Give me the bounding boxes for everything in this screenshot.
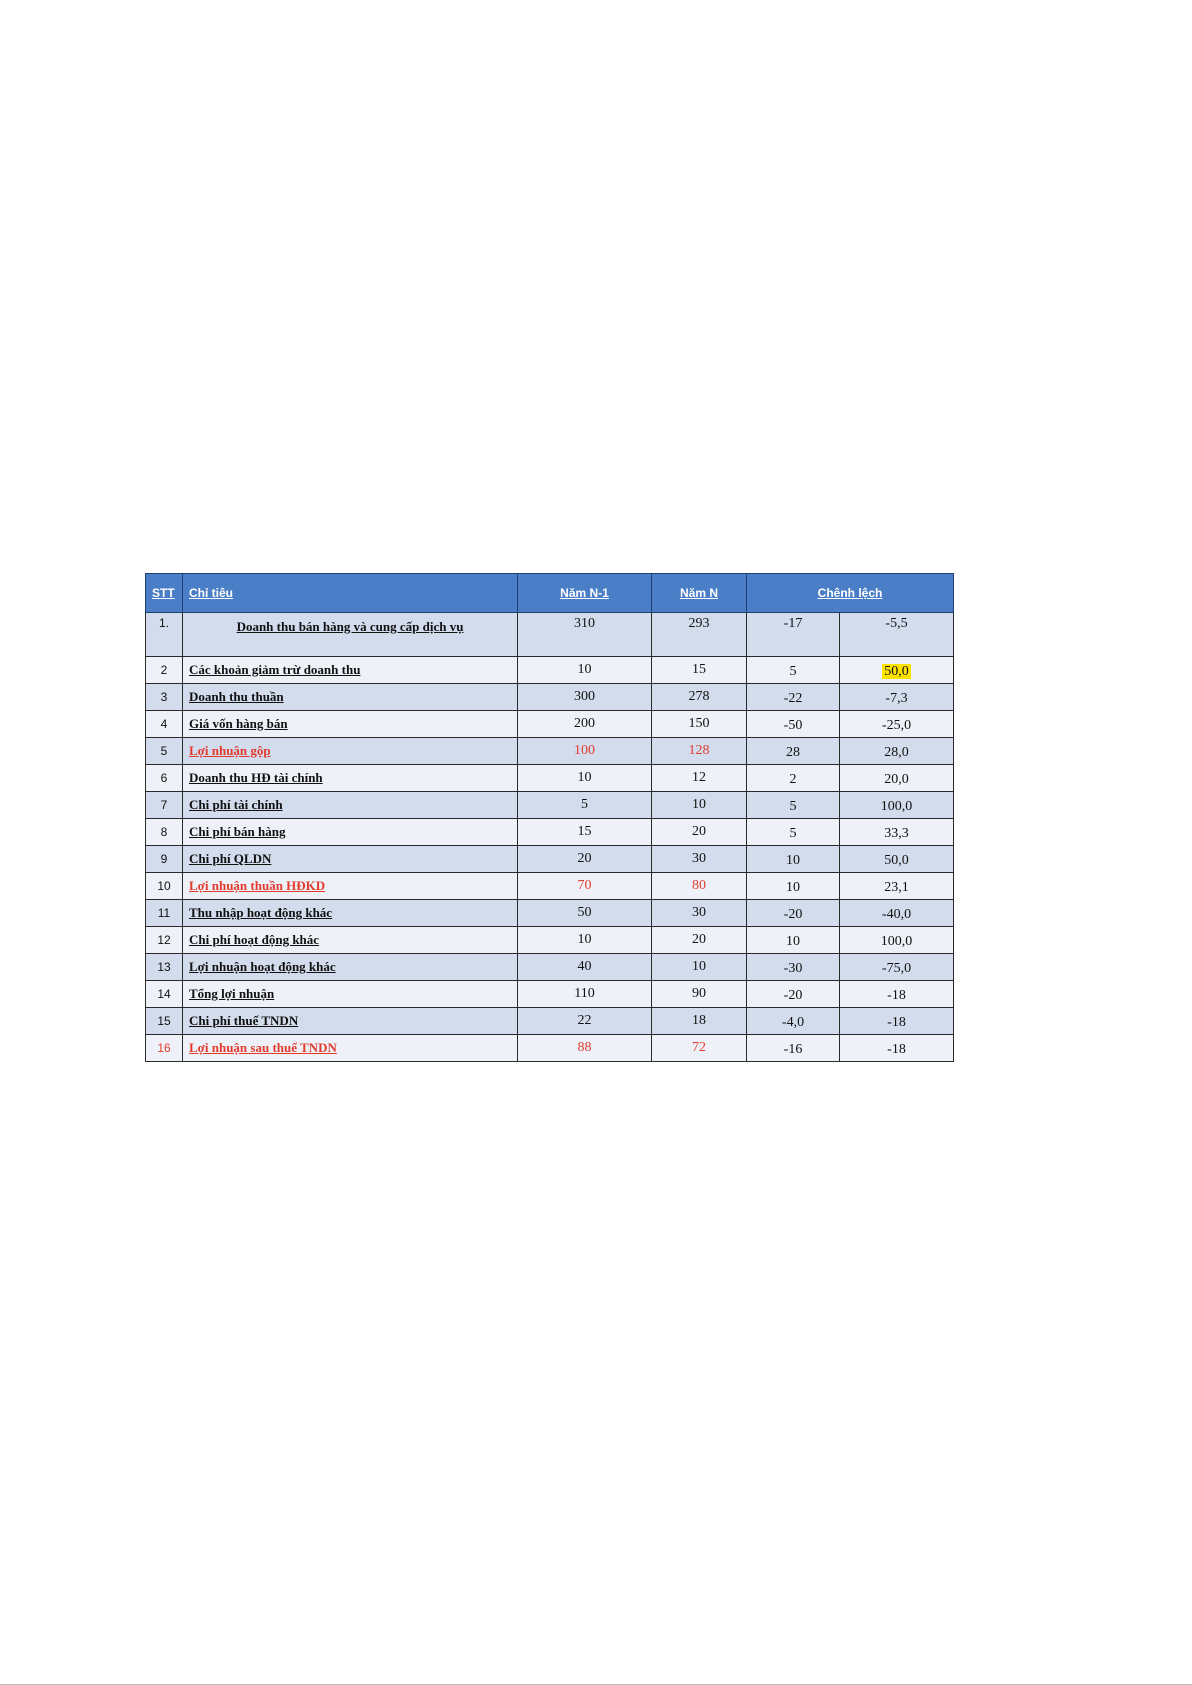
row-diff-pct-cell: -5,5 — [840, 613, 954, 657]
table-row — [146, 711, 954, 738]
row-year-cur-cell: 10 — [652, 792, 747, 819]
header-year-cur: Năm N — [652, 574, 747, 613]
header-stt: STT — [146, 574, 183, 613]
row-name-cell: Thu nhập hoạt động khác — [183, 900, 518, 927]
header-year-prev: Năm N-1 — [518, 574, 652, 613]
row-diff-pct-cell: -18 — [840, 1035, 954, 1062]
row-diff-pct-cell: -75,0 — [840, 954, 954, 981]
row-stt-cell: 14 — [146, 981, 183, 1008]
row-diff-abs-cell: -30 — [747, 954, 840, 981]
row-diff-abs-cell: 10 — [747, 927, 840, 954]
row-diff-abs-cell: 5 — [747, 819, 840, 846]
row-stt-cell: 11 — [146, 900, 183, 927]
row-name-cell: Lợi nhuận sau thuế TNDN — [183, 1035, 518, 1062]
table-row — [146, 1035, 954, 1062]
table-row — [146, 954, 954, 981]
income-statement-table — [145, 573, 954, 1062]
row-diff-pct-cell: -7,3 — [840, 684, 954, 711]
row-diff-abs-cell: -20 — [747, 981, 840, 1008]
row-diff-abs-cell: 5 — [747, 792, 840, 819]
row-year-cur-cell: 30 — [652, 900, 747, 927]
row-year-cur-cell: 20 — [652, 927, 747, 954]
row-stt-cell: 7 — [146, 792, 183, 819]
row-stt-cell: 13 — [146, 954, 183, 981]
table-row — [146, 684, 954, 711]
row-stt-cell: 2 — [146, 657, 183, 684]
table-row — [146, 792, 954, 819]
row-diff-pct-cell: -18 — [840, 1008, 954, 1035]
table-row — [146, 613, 954, 657]
row-name-cell: Tổng lợi nhuận — [183, 981, 518, 1008]
row-name-cell: Chi phí thuế TNDN — [183, 1008, 518, 1035]
row-year-prev-cell: 100 — [518, 738, 652, 765]
row-stt-cell: 8 — [146, 819, 183, 846]
row-year-cur-cell: 18 — [652, 1008, 747, 1035]
row-year-prev-cell: 40 — [518, 954, 652, 981]
row-year-cur-cell: 150 — [652, 711, 747, 738]
row-year-prev-cell: 5 — [518, 792, 652, 819]
row-diff-pct-cell — [840, 657, 954, 684]
row-name-cell: Doanh thu thuần — [183, 684, 518, 711]
row-name-cell: Giá vốn hàng bán — [183, 711, 518, 738]
table-row — [146, 981, 954, 1008]
highlighted-value: 50,0 — [884, 664, 909, 679]
row-year-cur-cell: 10 — [652, 954, 747, 981]
row-name-cell: Các khoản giảm trừ doanh thu — [183, 657, 518, 684]
row-diff-abs-cell: -17 — [747, 613, 840, 657]
header-diff: Chênh lệch — [747, 574, 954, 613]
row-year-cur-cell: 30 — [652, 846, 747, 873]
row-diff-abs-cell: 10 — [747, 846, 840, 873]
row-diff-pct-cell: 20,0 — [840, 765, 954, 792]
row-year-prev-cell: 10 — [518, 765, 652, 792]
row-diff-abs-cell: -22 — [747, 684, 840, 711]
row-year-cur-cell: 12 — [652, 765, 747, 792]
row-name-cell: Doanh thu HĐ tài chính — [183, 765, 518, 792]
row-name-cell: Lợi nhuận gộp — [183, 738, 518, 765]
table-header-row — [146, 574, 954, 613]
row-year-cur-cell: 293 — [652, 613, 747, 657]
row-stt-cell: 1. — [146, 613, 183, 657]
row-stt-cell: 5 — [146, 738, 183, 765]
row-year-cur-cell: 20 — [652, 819, 747, 846]
row-year-prev-cell: 20 — [518, 846, 652, 873]
row-year-prev-cell: 110 — [518, 981, 652, 1008]
row-name-cell: Lợi nhuận thuần HĐKD — [183, 873, 518, 900]
row-year-prev-cell: 300 — [518, 684, 652, 711]
table-row — [146, 846, 954, 873]
row-year-prev-cell: 70 — [518, 873, 652, 900]
row-name-cell: Chi phí hoạt động khác — [183, 927, 518, 954]
row-year-cur-cell: 278 — [652, 684, 747, 711]
row-stt-cell: 6 — [146, 765, 183, 792]
row-year-cur-cell: 15 — [652, 657, 747, 684]
row-year-prev-cell: 200 — [518, 711, 652, 738]
row-diff-pct-cell: -18 — [840, 981, 954, 1008]
row-diff-abs-cell: -20 — [747, 900, 840, 927]
row-stt-cell: 9 — [146, 846, 183, 873]
row-diff-abs-cell: -50 — [747, 711, 840, 738]
row-stt-cell: 15 — [146, 1008, 183, 1035]
row-name-cell: Chi phí QLDN — [183, 846, 518, 873]
row-name-cell: Doanh thu bán hàng và cung cấp dịch vụ — [183, 613, 518, 657]
row-stt-cell: 4 — [146, 711, 183, 738]
row-name-cell: Chi phí tài chính — [183, 792, 518, 819]
row-diff-abs-cell: 28 — [747, 738, 840, 765]
table-row — [146, 819, 954, 846]
header-name: Chỉ tiêu — [183, 574, 518, 613]
row-year-cur-cell: 128 — [652, 738, 747, 765]
row-diff-pct-cell: 28,0 — [840, 738, 954, 765]
table-row — [146, 765, 954, 792]
row-diff-pct-cell: 33,3 — [840, 819, 954, 846]
row-stt-cell: 10 — [146, 873, 183, 900]
row-name-cell: Chi phí bán hàng — [183, 819, 518, 846]
row-diff-pct-cell: 23,1 — [840, 873, 954, 900]
row-year-cur-cell: 72 — [652, 1035, 747, 1062]
row-diff-pct-cell: 100,0 — [840, 927, 954, 954]
row-diff-abs-cell: -4,0 — [747, 1008, 840, 1035]
row-year-prev-cell: 10 — [518, 927, 652, 954]
row-year-prev-cell: 10 — [518, 657, 652, 684]
table-row — [146, 900, 954, 927]
row-diff-pct-cell: -40,0 — [840, 900, 954, 927]
row-year-cur-cell: 80 — [652, 873, 747, 900]
row-stt-cell: 16 — [146, 1035, 183, 1062]
row-year-prev-cell: 88 — [518, 1035, 652, 1062]
row-diff-pct-cell: 100,0 — [840, 792, 954, 819]
table-row — [146, 873, 954, 900]
table-row — [146, 927, 954, 954]
row-name-cell: Lợi nhuận hoạt động khác — [183, 954, 518, 981]
row-year-prev-cell: 22 — [518, 1008, 652, 1035]
row-year-prev-cell: 50 — [518, 900, 652, 927]
row-year-prev-cell: 310 — [518, 613, 652, 657]
row-stt-cell: 3 — [146, 684, 183, 711]
row-diff-abs-cell: 10 — [747, 873, 840, 900]
row-diff-pct-cell: 50,0 — [840, 846, 954, 873]
row-diff-abs-cell: -16 — [747, 1035, 840, 1062]
row-year-cur-cell: 90 — [652, 981, 747, 1008]
row-stt-cell: 12 — [146, 927, 183, 954]
row-diff-abs-cell: 5 — [747, 657, 840, 684]
table-row — [146, 738, 954, 765]
income-statement-table-container — [145, 573, 953, 1062]
table-row — [146, 657, 954, 684]
table-body — [146, 613, 954, 1062]
table-row — [146, 1008, 954, 1035]
row-diff-pct-cell: -25,0 — [840, 711, 954, 738]
row-year-prev-cell: 15 — [518, 819, 652, 846]
row-diff-abs-cell: 2 — [747, 765, 840, 792]
